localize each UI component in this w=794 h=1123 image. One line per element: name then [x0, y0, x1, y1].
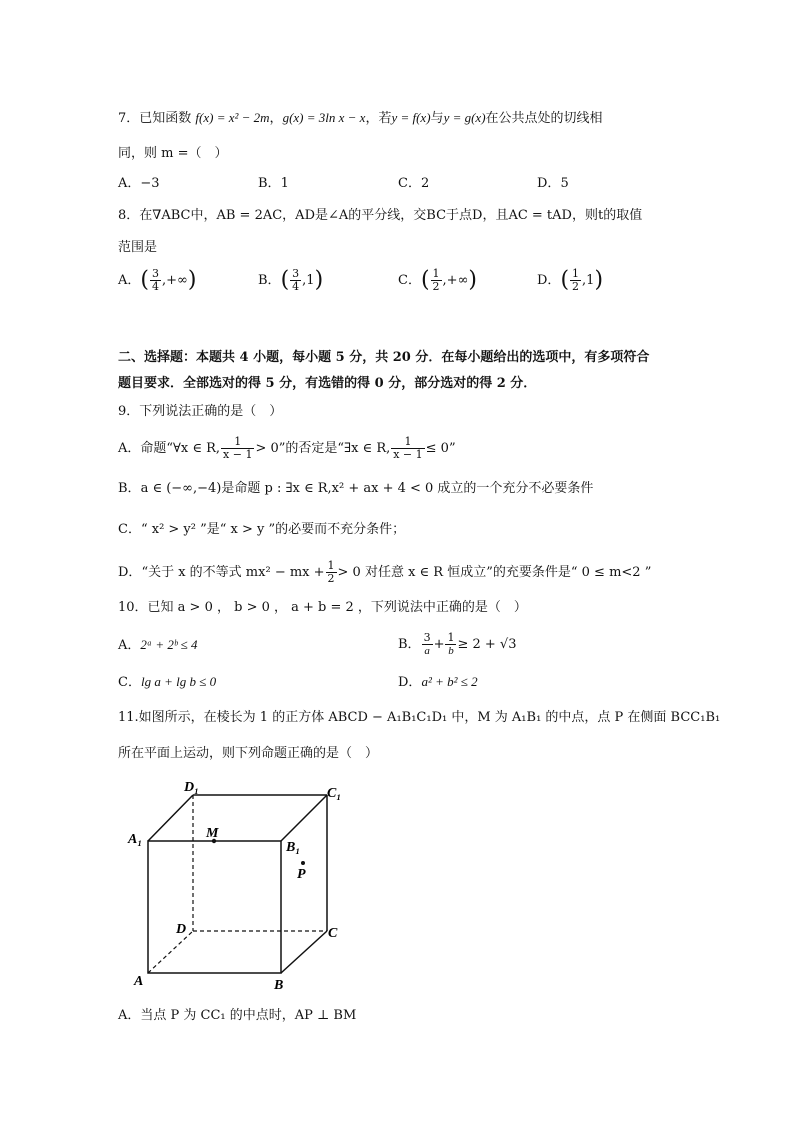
q11-option-a[interactable]: A．当点 P 为 CC₁ 的中点时，AP ⊥ BM: [118, 1008, 357, 1023]
point-p: [301, 861, 305, 865]
edge-bc: [281, 931, 327, 973]
section2-line1: 二、选择题：本题共 4 小题，每小题 5 分，共 20 分．在每小题给出的选项中，有多项符合: [118, 350, 650, 365]
q11-line1: 11.如图所示，在棱长为 1 的正方体 ABCD − A₁B₁C₁D₁ 中，M 为 A₁B₁ 的中点，点 P 在侧面 BCC₁B₁: [118, 710, 721, 725]
q7-y-f: y = f(x): [391, 110, 431, 125]
edge-b1c1: [281, 795, 327, 841]
q10-option-d[interactable]: D．a² + b² ≤ 2: [398, 674, 478, 690]
label-b1: B₁: [286, 840, 301, 855]
q7-f-expr: f(x) = x² − 2m: [195, 110, 270, 125]
q7-prefix: 7．已知函数: [118, 111, 196, 126]
q8-line2: 范围是: [118, 240, 158, 255]
q8-option-a[interactable]: A．( $\frac{3}{4}$ ,+∞): [118, 267, 197, 293]
q7-g-expr: g(x) = 3ln x − x: [282, 110, 366, 125]
q10-option-c[interactable]: C．lg a + lg b ≤ 0: [118, 674, 217, 690]
q7-line1: [118, 108, 603, 129]
label-p: P: [297, 867, 306, 882]
edge-ad: [148, 931, 193, 973]
q7-with: 与: [430, 111, 444, 126]
q10-stem: 10．已知 a > 0 ， b > 0 ， a + b = 2 ，下列说法中正确的是（ ）: [118, 600, 527, 615]
q11-line2: 所在平面上运动，则下列命题正确的是（ ）: [118, 746, 379, 761]
q7-option-a[interactable]: A．−3: [118, 176, 160, 191]
edge-a1d1: [148, 795, 193, 841]
cube-figure: [118, 775, 358, 995]
q7-option-d[interactable]: D．5: [537, 176, 569, 191]
q9-option-a[interactable]: A．命题“∀x ∈ R, $\frac{1}{x - 1}$ > 0”的否定是“∃x ∈ R, $\frac{1}{x - 1}$ ≤ 0”: [118, 435, 456, 461]
label-m: M: [206, 826, 219, 841]
front-face: [148, 841, 281, 973]
label-d1: D₁: [184, 780, 199, 795]
label-b: B: [274, 978, 284, 993]
q8-option-b[interactable]: B．( $\frac{3}{4}$ ,1): [258, 267, 324, 293]
q7-y-g: y = g(x): [443, 110, 486, 125]
q9-option-b[interactable]: B．a ∈ (−∞,−4)是命题 p : ∃x ∈ R,x² + ax + 4 < 0 成立的一个充分不必要条件: [118, 481, 594, 496]
q7-line2: 同，则 m =（ ）: [118, 146, 228, 161]
q10-option-a[interactable]: A．2ᵃ + 2ᵇ ≤ 4: [118, 637, 198, 653]
q7-option-c[interactable]: C．2: [398, 176, 430, 191]
q9-option-c[interactable]: C．“ x² > y² ”是“ x > y ”的必要而不充分条件；: [118, 522, 406, 537]
q7-suffix: 在公共点处的切线相: [485, 111, 603, 126]
label-a1: A₁: [128, 832, 143, 847]
q7-sep2: ，若: [365, 111, 392, 126]
q10-option-b[interactable]: B． $\frac{3}{a}$ + $\frac{1}{b}$ ≥ 2 + √3: [398, 631, 517, 657]
label-d: D: [176, 922, 187, 937]
q9-stem: 9．下列说法正确的是（ ）: [118, 404, 283, 419]
section2-line2: 题目要求．全部选对的得 5 分，有选错的得 0 分，部分选对的得 2 分．: [118, 376, 537, 391]
q7-option-b[interactable]: B．1: [258, 176, 289, 191]
label-a: A: [134, 974, 144, 989]
q9-option-d[interactable]: D．“关于 x 的不等式 mx² − mx + $\frac{1}{2}$ > 0 对任意 x ∈ R 恒成立”的充要条件是“ 0 ≤ m<2 ”: [118, 559, 652, 585]
label-c1: C₁: [327, 786, 342, 801]
q8-option-d[interactable]: D．( $\frac{1}{2}$ ,1): [537, 267, 604, 293]
q7-sep1: ，: [269, 111, 283, 126]
q8-line1: 8．在∇ABC中，AB = 2AC，AD是∠A的平分线，交BC于点D，且AC = tAD，则t的取值: [118, 208, 643, 223]
q8-option-c[interactable]: C．( $\frac{1}{2}$ ,+∞): [398, 267, 477, 293]
label-c: C: [328, 926, 338, 941]
